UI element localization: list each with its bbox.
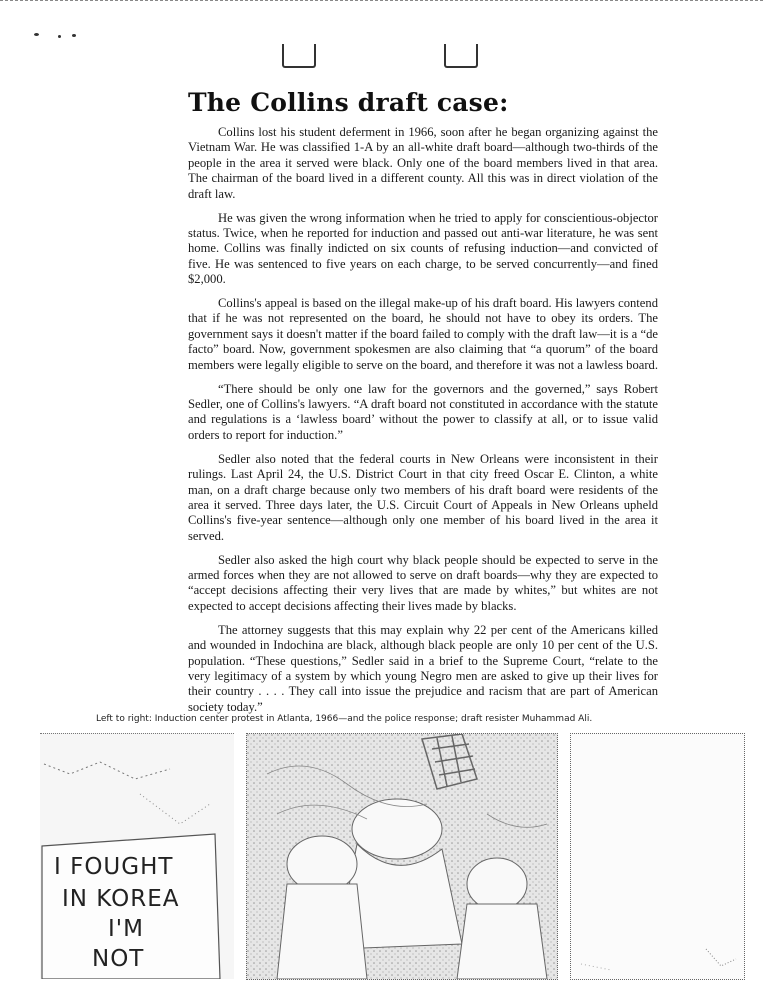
sign-line-1: I FOUGHT — [54, 854, 174, 880]
article-paragraph: Sedler also noted that the federal courts in New Orleans were inconsistent in their rulings. Last April 24, the U.S. District Court in that city freed Oscar E. Clinton, a white man, on a draft charge because only two members of his draft board were residents of the area it served. Three days later, the U.S. Circuit Court of Appeals in New Orleans upheld Collins's five-year sentence—although only one member of his board lived in the area it served. — [188, 451, 658, 543]
article-paragraph: He was given the wrong information when he tried to apply for conscientious-objector status. Twice, when he reported for induction and passed out anti-war literature, he was sent home. Collins was finally indicted on six counts of refusing induction—and convicted of five. He was sentenced to five years on each charge, to be served concurrently—and fined $2,000. — [188, 210, 658, 287]
sign-line-3: I'M — [108, 916, 144, 942]
article-title: The Collins draft case: — [188, 88, 509, 117]
article-paragraph: “There should be only one law for the governors and the governed,” says Robert Sedler, one of Collins's lawyers. “A draft board not constituted in accordance with the statute and regulations is a ‘lawless board’ without the power to classify at all, or to issue valid orders to report for induction.” — [188, 381, 658, 442]
protest-sign-drawing — [40, 734, 234, 979]
muhammad-ali-drawing — [571, 734, 744, 979]
binder-hole-mark-right — [444, 44, 478, 68]
page-top-border — [0, 0, 763, 7]
muhammad-ali-photo — [570, 733, 745, 980]
scan-speck — [58, 35, 61, 38]
binder-hole-mark-left — [282, 44, 316, 68]
article-paragraph: Collins lost his student deferment in 1966, soon after he began organizing against the Vietnam War. He was classified 1-A by an all-white draft board—although two-thirds of the people in the area it served were black. Only one of the board members lived in that area. The chairman of the board lived in a different county. All this was in direct violation of the draft law. — [188, 125, 658, 201]
sign-line-2: IN KOREA — [62, 886, 180, 912]
police-response-photo — [246, 733, 558, 980]
scan-speck — [72, 34, 76, 37]
article-body — [188, 125, 658, 724]
photo-caption: Left to right: Induction center protest in Atlanta, 1966—and the police response; draft resister Muhammad Ali. — [96, 714, 593, 724]
article-paragraph: The attorney suggests that this may explain why 22 per cent of the Americans killed and wounded in Indochina are black, although black people are only 10 per cent of the U.S. population. “These questions,” Sedler said in a brief to the Supreme Court, “relate to the very legitimacy of a system by which young Negro men are asked to give up their lives for their country . . . . They call into issue the prejudice and racism that are part of American society today.” — [188, 622, 658, 714]
sign-line-4: NOT — [92, 946, 145, 972]
article-paragraph: Sedler also asked the high court why black people should be expected to serve in the armed forces when they are not allowed to serve on draft boards—why they are expected to “accept decisions affecting their very lives that are made by whites,” but whites are not expected to accept decisions affecting their lives made by blacks. — [188, 552, 658, 613]
scan-speck — [34, 33, 39, 36]
police-response-drawing — [247, 734, 557, 979]
protest-sign-photo — [40, 733, 234, 979]
article-paragraph: Collins's appeal is based on the illegal make-up of his draft board. His lawyers contend that if he was not represented on the board, he should not have to obey its orders. The government says it doesn't matter if the board failed to comply with the draft law—it is a “de facto” board. Now, government spokesmen are also claiming that “a quorum” of the board members were legally eligible to serve on the board, and therefore it was not a lawless board. — [188, 296, 659, 372]
